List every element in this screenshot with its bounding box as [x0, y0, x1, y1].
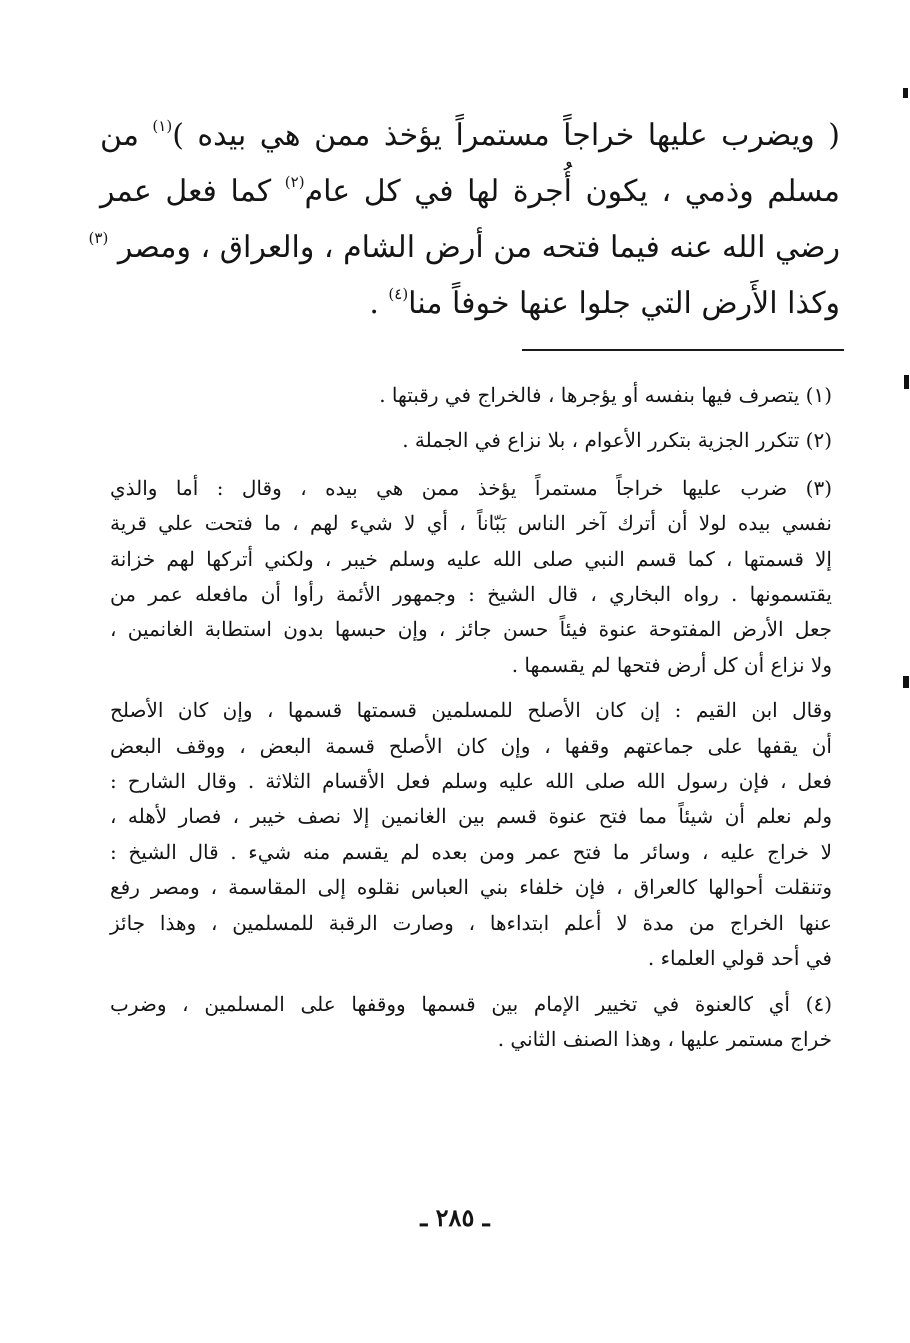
main-text-line: وكذا الأَرض التي جلوا عنها خوفاً منا$^{(٤)}$ .	[369, 285, 840, 321]
footnote-divider	[522, 349, 844, 351]
scan-margin-mark	[904, 375, 909, 389]
footnote-marker: (٣)	[88, 229, 109, 247]
main-text-line: ( ويضرب عليها خراجاً مستمراً يؤخذ ممن هي بيده )$^{(١)}$ من	[100, 117, 840, 153]
footnote-3-continuation: وقال ابن القيم : إن كان الأصلح للمسلمين قسمتها قسمها ، وإن كان الأصلح أن يقفها على جماعتهم وقفها ، وإن كان الأصلح قسمة البعض ، ووقف البعض فعل ، فإن رسول الله صلى الله عليه وسلم فعل الأقسام الثلاثة . وقال الشارح : ولم نعلم أن شيئاً مما فتح عنوة قسم بين الغانمين إلا نصف خيبر ، فصار لأهله ، لا خراج عليه ، وسائر ما فتح عمر ومن بعده لم يقسم منه شيء . قال الشيخ : وتنقلت أحوالها كالعراق ، فإن خلفاء بني العباس نقلوه إلى المقاسمة ، ومصر رفع عنها الخراج من مدة لا أعلم ابتداءها ، وصارت الرقبة للمسلمين ، وهذا جائز في أحد قولي العلماء .	[110, 698, 832, 971]
footnote-marker: (١)	[152, 117, 173, 135]
main-text-line: رضي الله عنه فيما فتحه من أرض الشام ، والعراق ، ومصر $^{(٣)}$	[88, 229, 840, 265]
scan-margin-mark	[903, 88, 908, 98]
footnote-2: (٢) تتكرر الجزية بتكرر الأعوام ، بلا نزاع في الجملة .	[402, 428, 832, 453]
footnote-1: (١) يتصرف فيها بنفسه أو يؤجرها ، فالخراج في رقبتها .	[379, 383, 832, 407]
footnote-marker: (٢)	[284, 173, 305, 191]
page-number: ـ ٢٨٥ ـ	[420, 1203, 490, 1232]
scan-margin-mark	[903, 676, 909, 688]
main-text-line: مسلم وذمي ، يكون أُجرة لها في كل عام$^{(٢)}$ كما فعل عمر	[100, 173, 840, 209]
footnotes-block	[110, 378, 832, 1067]
footnote-3: (٣) ضرب عليها خراجاً مستمراً يؤخذ ممن هي بيده ، وقال : أما والذي نفسي بيده لولا أن أترك آخر الناس بَبّاناً ، أي لا شيء لهم ، ما فتحت علي قرية إلا قسمتها ، كما قسم النبي صلى الله عليه وسلم خيبر ، ولكني أتركها لهم خزانة يقتسمونها . رواه البخاري ، قال الشيخ : وجمهور الأئمة رأوا أن مافعله عمر من جعل الأرض المفتوحة عنوة فيئاً حسن جائز ، وإن حبسها بدون استطابة الغانمين ، ولا نزاع أن كل أرض فتحها لم يقسمها .	[110, 475, 832, 677]
main-text-block	[88, 108, 840, 332]
footnote-4: (٤) أي كالعنوة في تخيير الإمام بين قسمها ووقفها على المسلمين ، وضرب خراج مستمر عليها ، وهذا الصنف الثاني .	[110, 991, 832, 1051]
footnote-marker: (٤)	[388, 285, 409, 303]
